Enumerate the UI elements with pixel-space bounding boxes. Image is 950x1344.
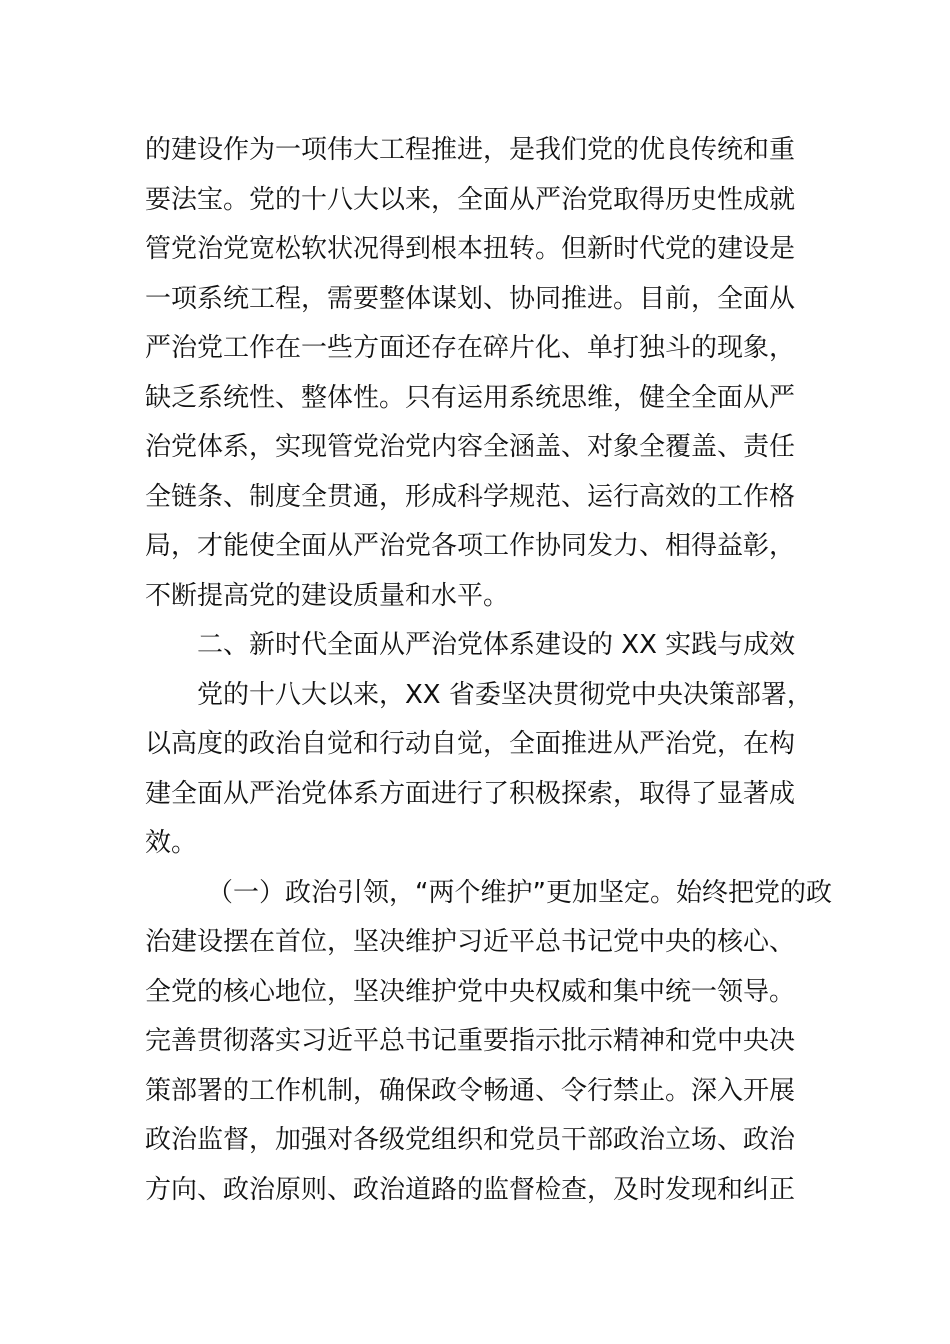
body-line: 全链条、制度全贯通，形成科学规范、运行高效的工作格: [145, 481, 796, 512]
body-line: 严治党工作在一些方面还存在碎片化、单打独斗的现象，: [145, 333, 796, 363]
paragraph-first-line: 党的十八大以来，XX 省委坚决贯彻党中央决策部署，: [197, 679, 813, 710]
body-line: 治党体系，实现管党治党内容全涵盖、对象全覆盖、责任: [145, 432, 796, 462]
body-line: 完善贯彻落实习近平总书记重要指示批示精神和党中央决: [145, 1026, 796, 1056]
body-line: 治建设摆在首位，坚决维护习近平总书记党中央的核心、: [145, 927, 796, 957]
subsection-heading: （一）政治引领，“两个维护”更加坚定。始终把党的政: [207, 877, 832, 908]
body-line: 建全面从严治党体系方面进行了积极探索，取得了显著成: [145, 778, 796, 809]
body-line: 一项系统工程，需要整体谋划、协同推进。目前，全面从: [145, 283, 796, 314]
body-line: 管党治党宽松软状况得到根本扭转。但新时代党的建设是: [145, 234, 796, 264]
body-line: 要法宝。党的十八大以来，全面从严治党取得历史性成就: [145, 184, 796, 215]
body-line: 局，才能使全面从严治党各项工作协同发力、相得益彰，: [145, 531, 796, 561]
body-line: 的建设作为一项伟大工程推进，是我们党的优良传统和重: [145, 135, 796, 165]
section-heading: 二、新时代全面从严治党体系建设的 XX 实践与成效: [197, 630, 796, 660]
body-line: 全党的核心地位，坚决维护党中央权威和集中统一领导。: [145, 976, 796, 1007]
body-line: 以高度的政治自觉和行动自觉，全面推进从严治党，在构: [145, 729, 796, 759]
body-line: 方向、政治原则、政治道路的监督检查，及时发现和纠正: [145, 1174, 796, 1205]
body-line: 策部署的工作机制，确保政令畅通、令行禁止。深入开展: [145, 1075, 796, 1106]
body-line: 效。: [145, 828, 198, 858]
document-body: [145, 126, 832, 1215]
body-line: 不断提高党的建设质量和水平。: [145, 580, 510, 611]
body-line: 缺乏系统性、整体性。只有运用系统思维，健全全面从严: [145, 382, 796, 413]
body-line: 政治监督，加强对各级党组织和党员干部政治立场、政治: [145, 1125, 796, 1155]
